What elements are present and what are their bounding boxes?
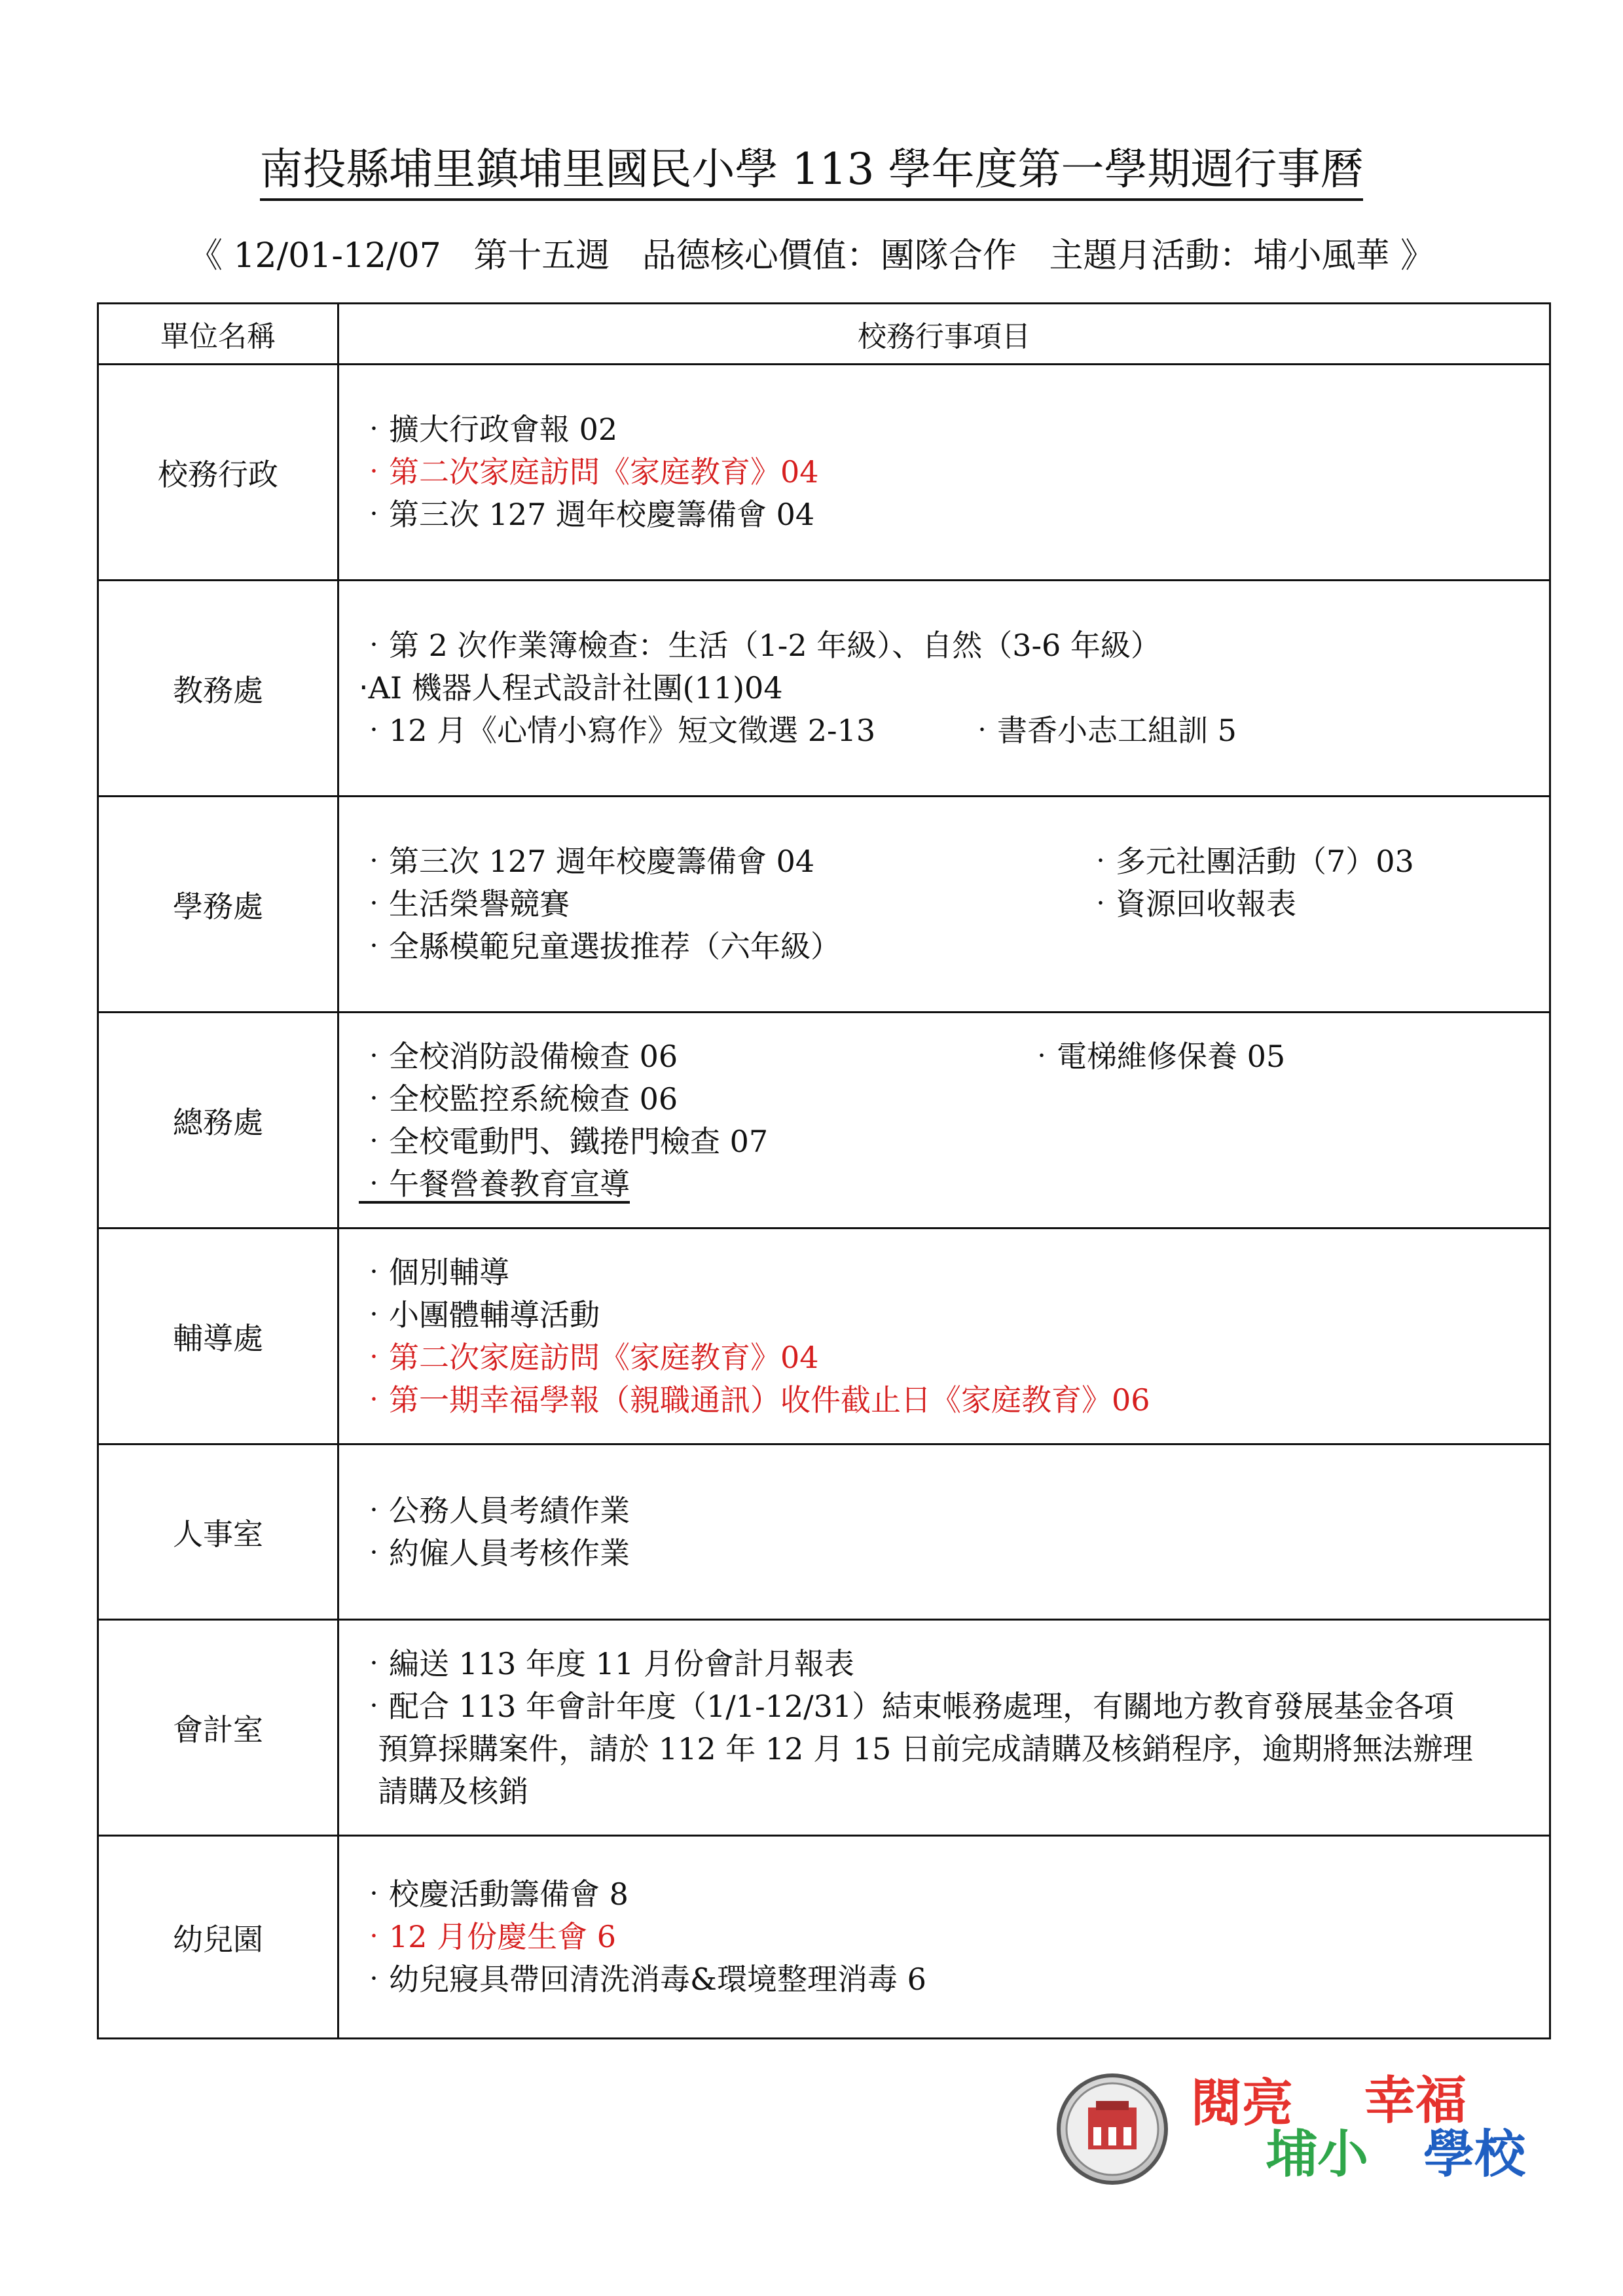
unit-name: 教務處 <box>98 581 338 797</box>
item-text: ‧第二次家庭訪問《家庭教育》04 <box>359 454 819 490</box>
list-item <box>359 1643 1549 1685</box>
logo-text-1b: 幸福 <box>1364 2072 1467 2130</box>
list-item <box>359 840 1549 883</box>
list-item <box>359 1336 1549 1379</box>
list-item <box>359 493 1549 536</box>
logo-text-2a: 埔小 <box>1266 2125 1369 2184</box>
list-item <box>359 451 1549 493</box>
logo-text-1a: 閱亮 <box>1191 2074 1294 2133</box>
item-text: ‧第一期幸福學報（親職通訊）收件截止日《家庭教育》06 <box>359 1382 1150 1418</box>
item-text: ‧幼兒寢具帶回清洗消毒&環境整理消毒 6 <box>359 1962 926 1997</box>
header-items: 校務行事項目 <box>338 304 1550 365</box>
item-text: ‧個別輔導 <box>359 1254 509 1290</box>
list-item <box>359 408 1549 451</box>
item-text: ‧編送 113 年度 11 月份會計月報表 <box>359 1645 854 1681</box>
item-text: ‧全校監控系統檢查 06 <box>359 1081 678 1117</box>
item-text: ‧全校消防設備檢查 06 <box>359 1038 678 1074</box>
school-logo <box>1050 2067 1574 2191</box>
list-item <box>359 709 1549 752</box>
item-list <box>338 1836 1550 2039</box>
item-text: ‧生活榮譽競賽 <box>359 886 570 922</box>
list-item <box>359 883 1549 925</box>
logo-text-2b: 學校 <box>1423 2125 1526 2184</box>
item-text: ‧擴大行政會報 02 <box>359 412 618 447</box>
list-item <box>359 1379 1549 1422</box>
table-row <box>98 1836 1550 2039</box>
table-row <box>98 797 1550 1013</box>
list-item <box>359 667 1549 709</box>
item-text: ‧配合 113 年會計年度（1/1-12/31）結束帳務處理，有關地方教育發展基金各項 <box>359 1688 1455 1724</box>
item-text: 預算採購案件，請於 112 年 12 月 15 日前完成請購及核銷程序，逾期將無法辦理 <box>359 1731 1473 1767</box>
item-list <box>338 365 1550 581</box>
unit-name: 校務行政 <box>98 365 338 581</box>
weekly-calendar-table <box>97 302 1551 2039</box>
item-text-secondary: ‧多元社團活動（7）03 <box>1085 844 1414 879</box>
item-text-secondary: ‧資源回收報表 <box>1085 886 1296 922</box>
table-row <box>98 1013 1550 1229</box>
unit-name: 幼兒園 <box>98 1836 338 2039</box>
list-item <box>359 1685 1549 1728</box>
item-text: ‧全校電動門、鐵捲門檢查 07 <box>359 1123 769 1159</box>
list-item <box>359 925 1549 968</box>
table-row <box>98 1229 1550 1444</box>
week-subtitle: 《 12/01-12/07 第十五週 品德核心價值：團隊合作 主題月活動：埔小風華 》 <box>188 236 1435 276</box>
unit-name: 會計室 <box>98 1620 338 1836</box>
unit-name: 學務處 <box>98 797 338 1013</box>
item-text: ‧第二次家庭訪問《家庭教育》04 <box>359 1339 819 1375</box>
unit-name: 人事室 <box>98 1444 338 1620</box>
table-header-row <box>98 304 1550 365</box>
list-item <box>359 1294 1549 1336</box>
item-text: ‧公務人員考績作業 <box>359 1492 630 1528</box>
unit-name: 輔導處 <box>98 1229 338 1444</box>
list-item <box>359 1121 1549 1163</box>
document-title: 南投縣埔里鎮埔里國民小學 113 學年度第一學期週行事曆 <box>0 134 1623 196</box>
item-text-secondary: ‧電梯維修保養 05 <box>1027 1038 1286 1074</box>
list-item <box>359 1916 1549 1958</box>
item-text: ‧校慶活動籌備會 8 <box>359 1876 629 1912</box>
table-row <box>98 581 1550 797</box>
item-list <box>338 1229 1550 1444</box>
item-text: 請購及核銷 <box>359 1773 529 1809</box>
list-item <box>359 1078 1549 1121</box>
table-row <box>98 1444 1550 1620</box>
item-text: ‧第 2 次作業簿檢查：生活（1-2 年級）、自然（3-6 年級） <box>359 628 1161 663</box>
list-item <box>359 1770 1549 1813</box>
item-list <box>338 797 1550 1013</box>
item-text: ‧全縣模範兒童選拔推荐（六年級） <box>359 929 841 964</box>
list-item <box>359 1958 1549 2001</box>
unit-name: 總務處 <box>98 1013 338 1229</box>
item-list <box>338 1620 1550 1836</box>
list-item <box>359 1873 1549 1916</box>
item-text: ‧AI 機器人程式設計社團(11)04 <box>359 670 783 706</box>
item-text: ‧小團體輔導活動 <box>359 1297 600 1333</box>
list-item <box>359 1490 1549 1532</box>
item-text-secondary: ‧書香小志工組訓 5 <box>967 713 1237 748</box>
item-text: ‧約僱人員考核作業 <box>359 1535 630 1571</box>
list-item <box>359 1163 1549 1206</box>
list-item <box>359 1035 1549 1078</box>
list-item <box>359 1728 1549 1770</box>
item-text: ‧12 月《心情小寫作》短文徵選 2-13 <box>359 713 876 748</box>
item-list <box>338 581 1550 797</box>
item-list <box>338 1444 1550 1620</box>
item-text: ‧第三次 127 週年校慶籌備會 04 <box>359 497 815 532</box>
list-item <box>359 624 1549 667</box>
table-row <box>98 1620 1550 1836</box>
item-text: ‧第三次 127 週年校慶籌備會 04 <box>359 844 815 879</box>
item-text: ‧午餐營養教育宣導 <box>359 1166 630 1202</box>
list-item <box>359 1251 1549 1294</box>
item-list <box>338 1013 1550 1229</box>
item-text: ‧12 月份慶生會 6 <box>359 1919 617 1954</box>
table-row <box>98 365 1550 581</box>
header-unit: 單位名稱 <box>98 304 338 365</box>
list-item <box>359 1532 1549 1575</box>
